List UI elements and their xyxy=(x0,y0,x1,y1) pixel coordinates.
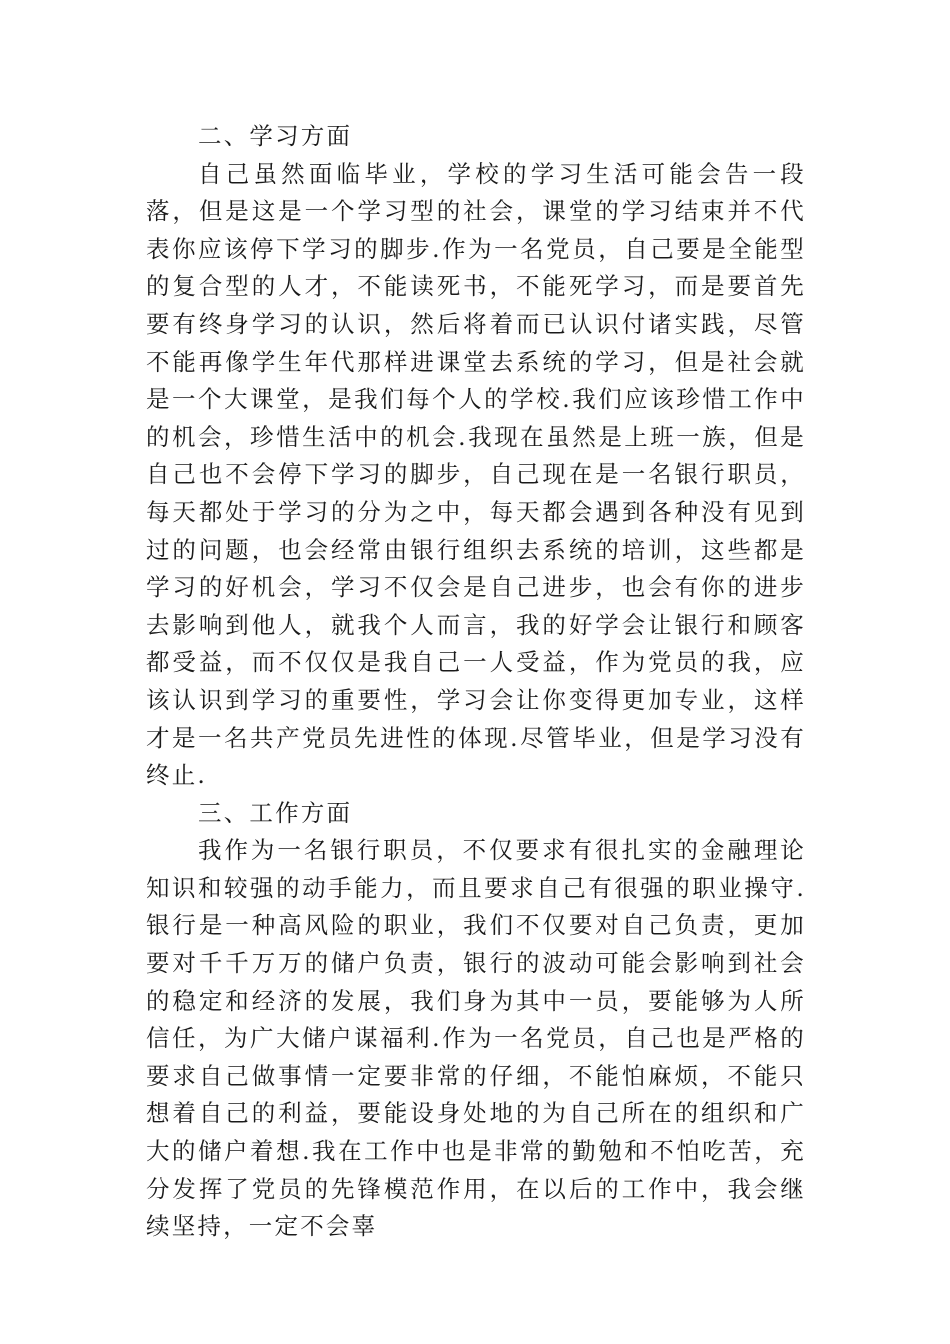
section-heading-work: 三、工作方面 xyxy=(198,798,353,827)
section-heading-study: 二、学习方面 xyxy=(198,122,353,150)
section-paragraph-work: 我作为一名银行职员，不仅要求有很扎实的金融理论知识和较强的动手能力，而且要求自己有很强的职业操守.银行是一种高风险的职业，我们不仅要对自己负责，更加要对千千万万的储户负责，银行的波动可能会影响到社会的稳定和经济的发展，我们身为其中一员，要能够为人所信任，为广大储户谋福利.作为一名党员，自己也是严格的要求自己做事情一定要非常的仔细，不能怕麻烦，不能只想着自己的利益，要能设身处地的为自己所在的组织和广大的储户着想.我在工作中也是非常的勤勉和不怕吃苦，充分发挥了党员的先锋模范作用，在以后的工作中，我会继续坚持，一定不会辜 xyxy=(146,836,806,1241)
document-body xyxy=(146,118,806,1246)
section-paragraph-study: 自己虽然面临毕业，学校的学习生活可能会告一段落，但是这是一个学习型的社会，课堂的学习结束并不代表你应该停下学习的脚步.作为一名党员，自己要是全能型的复合型的人才，不能读死书，不能死学习，而是要首先要有终身学习的认识，然后将着而已认识付诸实践，尽管不能再像学生年代那样进课堂去系统的学习，但是社会就是一个大课堂，是我们每个人的学校.我们应该珍惜工作中的机会，珍惜生活中的机会.我现在虽然是上班一族，但是自己也不会停下学习的脚步，自己现在是一名银行职员，每天都处于学习的分为之中，每天都会遇到各种没有见到过的问题，也会经常由银行组织去系统的培训，这些都是学习的好机会，学习不仅会是自己进步，也会有你的进步去影响到他人，就我个人而言，我的好学会让银行和顾客都受益，而不仅仅是我自己一人受益，作为党员的我，应该认识到学习的重要性，学习会让你变得更加专业，这样才是一名共产党员先进性的体现.尽管毕业，但是学习没有终止. xyxy=(146,159,806,790)
